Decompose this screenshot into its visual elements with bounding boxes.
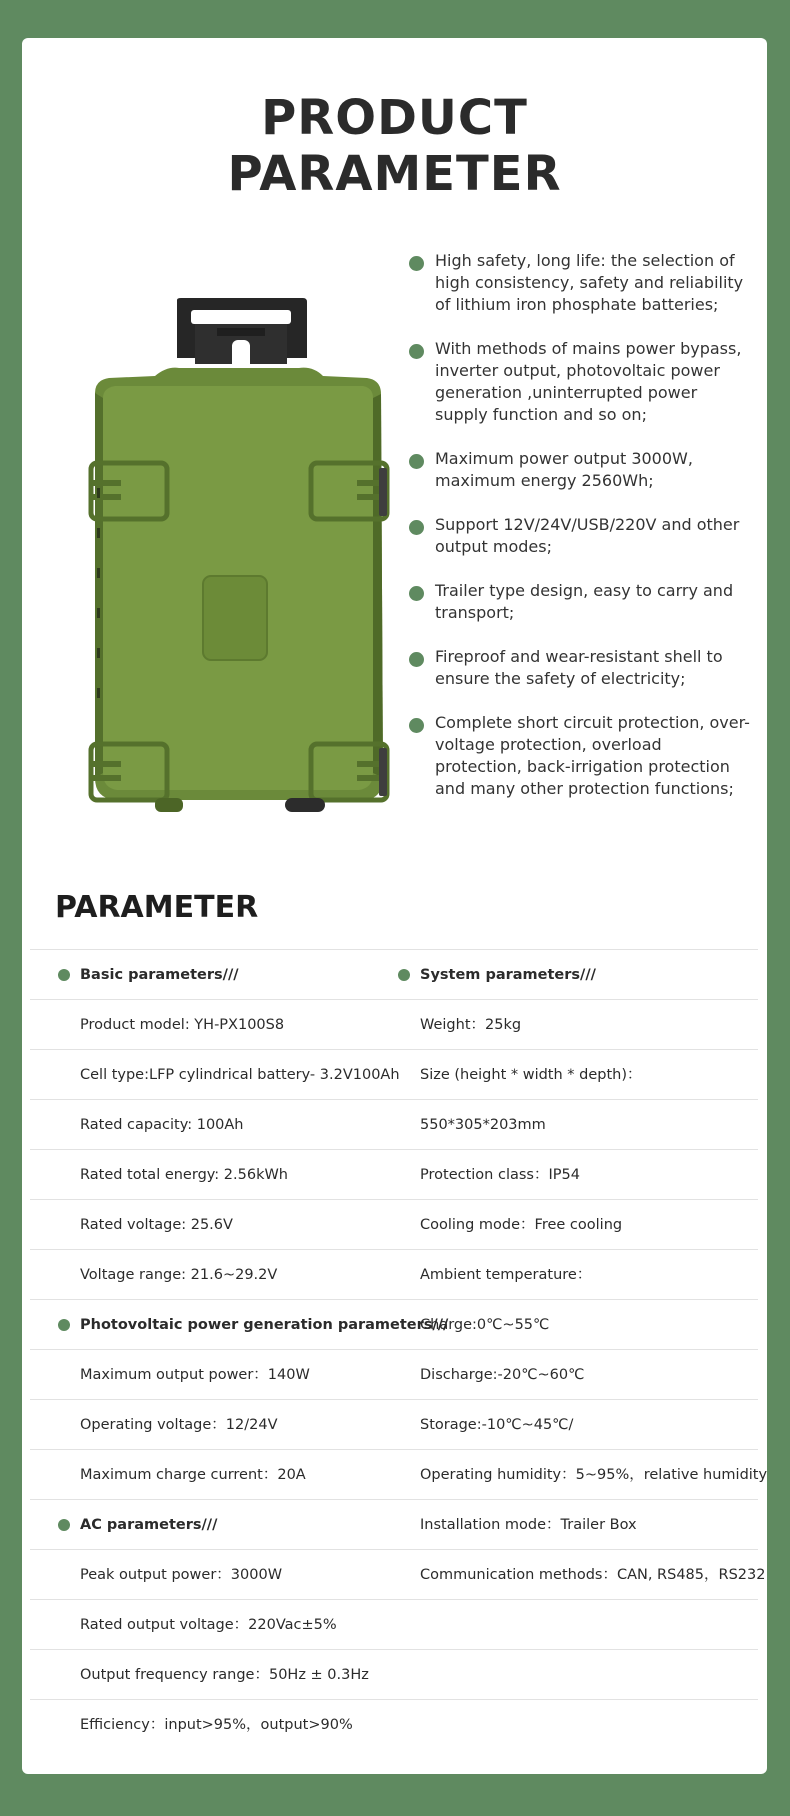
table-row bbox=[30, 1549, 766, 1599]
table-row bbox=[30, 949, 758, 999]
table-row bbox=[30, 1149, 758, 1199]
param-cell-right bbox=[420, 1350, 584, 1400]
feature-list bbox=[407, 250, 767, 822]
table-row bbox=[30, 1199, 758, 1249]
param-text: Operating voltage：12/24V bbox=[80, 1417, 278, 1433]
param-cell-left bbox=[80, 1000, 284, 1050]
param-text: Rated total energy: 2.56kWh bbox=[80, 1167, 288, 1183]
param-cell-right bbox=[420, 1150, 580, 1200]
param-text: Weight：25kg bbox=[420, 1017, 522, 1033]
bullet-dot-icon bbox=[409, 586, 424, 601]
feature-item: Support 12V/24V/USB/220V and other output modes; bbox=[407, 514, 767, 558]
bullet-dot-icon bbox=[58, 969, 70, 981]
table-row bbox=[30, 1099, 758, 1149]
param-cell-right bbox=[420, 1450, 767, 1500]
param-text: Product model: YH-PX100S8 bbox=[80, 1017, 285, 1033]
feature-item: Fireproof and wear-resistant shell to ensure the safety of electricity; bbox=[407, 646, 767, 690]
table-row bbox=[30, 1699, 758, 1749]
feature-item: Trailer type design, easy to carry and transport; bbox=[407, 580, 767, 624]
param-cell-left bbox=[80, 1350, 310, 1400]
bullet-dot-icon bbox=[409, 652, 424, 667]
table-row bbox=[30, 1449, 768, 1499]
param-cell-left bbox=[80, 1550, 282, 1600]
param-cell-right bbox=[420, 1300, 549, 1350]
table-row bbox=[30, 1599, 758, 1649]
case-feet bbox=[155, 798, 325, 812]
table-row bbox=[30, 1299, 758, 1349]
bullet-dot-icon bbox=[398, 969, 410, 981]
param-cell-right bbox=[420, 1400, 573, 1450]
feature-item: Maximum power output 3000W, maximum energy 2560Wh; bbox=[407, 448, 767, 492]
param-cell-left bbox=[80, 1700, 353, 1750]
param-text: Charge:0℃~55℃ bbox=[420, 1317, 550, 1333]
table-row bbox=[30, 1349, 758, 1399]
bullet-dot-icon bbox=[58, 1319, 70, 1331]
table-row bbox=[30, 999, 758, 1049]
param-text: Cooling mode：Free cooling bbox=[420, 1217, 623, 1233]
param-cell-right bbox=[420, 1100, 546, 1150]
bullet-dot-icon bbox=[409, 256, 424, 271]
content-card bbox=[22, 38, 767, 1774]
param-text: Cell type:LFP cylindrical battery- 3.2V100Ah bbox=[80, 1067, 400, 1083]
bullet-dot-icon bbox=[409, 718, 424, 733]
bullet-dot-icon bbox=[409, 344, 424, 359]
param-cell-left bbox=[80, 1450, 306, 1500]
param-text: System parameters/// bbox=[420, 967, 596, 983]
param-text: Operating humidity：5~95%，relative humidity bbox=[420, 1467, 768, 1483]
param-text: Installation mode：Trailer Box bbox=[420, 1517, 637, 1533]
param-text: Photovoltaic power generation parameters/// bbox=[80, 1317, 449, 1333]
param-text: Ambient temperature： bbox=[420, 1267, 592, 1283]
section-header-right bbox=[420, 950, 596, 1000]
table-row bbox=[30, 1399, 758, 1449]
feature-item: With methods of mains power bypass, inverter output, photovoltaic power generation ,uninterrupted power supply function and so on; bbox=[407, 338, 767, 426]
param-text: Rated output voltage：220Vac±5% bbox=[80, 1617, 337, 1633]
param-text: Rated capacity: 100Ah bbox=[80, 1117, 244, 1133]
param-cell-right bbox=[420, 1250, 591, 1300]
product-image bbox=[67, 258, 407, 868]
feature-item: Complete short circuit protection, over-voltage protection, overload protection, back-irrigation protection and many other protection functions; bbox=[407, 712, 767, 800]
table-row bbox=[30, 1049, 758, 1099]
table-row bbox=[30, 1499, 758, 1549]
param-text: Maximum output power：140W bbox=[80, 1367, 310, 1383]
parameter-heading: PARAMETER bbox=[55, 890, 259, 925]
page-title-line-1: PRODUCT bbox=[261, 90, 528, 146]
param-text: AC parameters/// bbox=[80, 1517, 218, 1533]
param-cell-right bbox=[420, 1200, 622, 1250]
table-row bbox=[30, 1649, 758, 1699]
page-title-line-2: PARAMETER bbox=[227, 146, 562, 202]
param-cell-left bbox=[80, 1400, 278, 1450]
param-cell-right bbox=[420, 1050, 642, 1100]
feature-item: High safety, long life: the selection of high consistency, safety and reliability of lithium iron phosphate batteries; bbox=[407, 250, 767, 316]
param-cell-right bbox=[420, 1550, 765, 1600]
param-cell-left bbox=[80, 1600, 337, 1650]
param-cell-left bbox=[80, 1100, 244, 1150]
bullet-dot-icon bbox=[409, 520, 424, 535]
param-text: Output frequency range：50Hz ± 0.3Hz bbox=[80, 1667, 369, 1683]
param-cell-right bbox=[420, 1500, 637, 1550]
section-header-left bbox=[80, 950, 239, 1000]
param-text: Protection class：IP54 bbox=[420, 1167, 580, 1183]
bullet-dot-icon bbox=[58, 1519, 70, 1531]
param-text: Voltage range: 21.6~29.2V bbox=[80, 1267, 278, 1283]
param-text: Storage:-10℃~45℃/ bbox=[420, 1417, 574, 1433]
param-text: Maximum charge current：20A bbox=[80, 1467, 306, 1483]
section-header-left bbox=[80, 1500, 217, 1550]
table-row bbox=[30, 1249, 758, 1299]
parameter-table bbox=[30, 949, 768, 1749]
param-cell-right bbox=[420, 1000, 521, 1050]
param-text: Communication methods：CAN, RS485，RS232 bbox=[420, 1567, 766, 1583]
param-text: Discharge:-20℃~60℃ bbox=[420, 1367, 585, 1383]
param-text: Rated voltage: 25.6V bbox=[80, 1217, 233, 1233]
param-cell-left bbox=[80, 1650, 369, 1700]
param-text: Peak output power：3000W bbox=[80, 1567, 283, 1583]
bullet-dot-icon bbox=[409, 454, 424, 469]
param-text: Efficiency：input>95%，output>90% bbox=[80, 1717, 353, 1733]
param-cell-left bbox=[80, 1150, 288, 1200]
param-cell-left bbox=[80, 1050, 400, 1100]
case-body bbox=[95, 368, 383, 800]
section-header-left bbox=[80, 1300, 448, 1350]
param-cell-left bbox=[80, 1250, 277, 1300]
page-title bbox=[22, 90, 767, 202]
param-text: Basic parameters/// bbox=[80, 967, 239, 983]
param-cell-left bbox=[80, 1200, 233, 1250]
param-text: Size (height * width * depth)： bbox=[420, 1067, 642, 1083]
param-text: 550*305*203mm bbox=[420, 1117, 546, 1133]
